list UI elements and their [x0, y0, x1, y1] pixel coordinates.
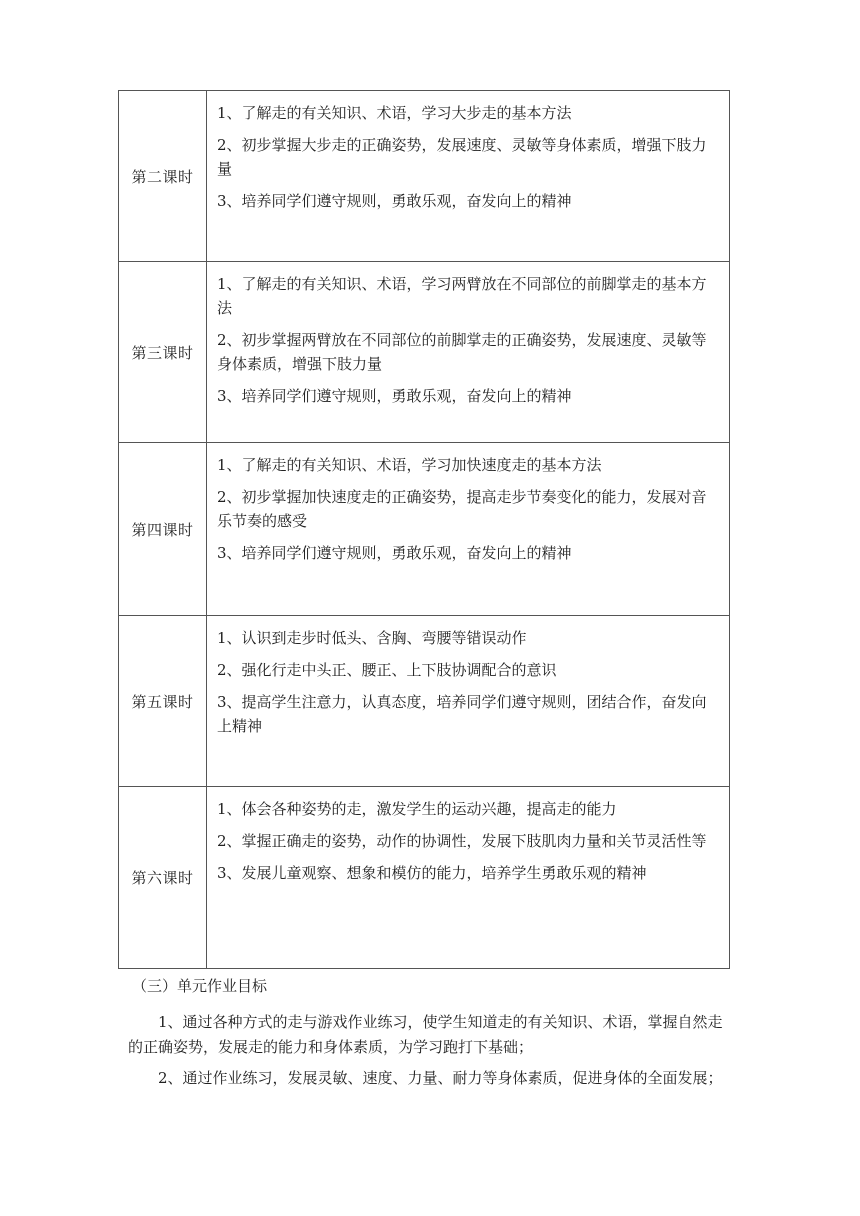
section-heading: （三）单元作业目标: [132, 977, 268, 995]
table-row: [119, 262, 730, 443]
goal-item: 1、体会各种姿势的走，激发学生的运动兴趣，提高走的能力: [217, 800, 617, 818]
table-row: [119, 787, 730, 969]
lesson-name-cell: 第三课时: [119, 262, 207, 443]
lesson-name-cell: 第二课时: [119, 91, 207, 262]
goal-item: 2、初步掌握两臂放在不同部位的前脚掌走的正确姿势，发展速度、灵敏等身体素质，增强下肢力量: [217, 331, 707, 373]
lesson-name-cell: 第五课时: [119, 616, 207, 787]
lesson-goals-cell: [207, 91, 730, 262]
lesson-goals-cell: [207, 262, 730, 443]
lesson-goals-cell: [207, 616, 730, 787]
goal-list: [207, 443, 729, 565]
goal-item: 3、培养同学们遵守规则，勇敢乐观，奋发向上的精神: [217, 192, 572, 210]
goal-list: [207, 616, 729, 738]
goal-item: 1、认识到走步时低头、含胸、弯腰等错误动作: [217, 629, 527, 647]
goal-item: 3、培养同学们遵守规则，勇敢乐观，奋发向上的精神: [217, 544, 572, 562]
goal-item: 2、强化行走中头正、腰正、上下肢协调配合的意识: [217, 661, 557, 679]
table-row: [119, 443, 730, 616]
goal-list: [207, 262, 729, 408]
table-row: [119, 91, 730, 262]
goal-item: 3、发展儿童观察、想象和模仿的能力，培养学生勇敢乐观的精神: [217, 864, 647, 882]
lesson-name-cell: 第四课时: [119, 443, 207, 616]
goal-item: 1、了解走的有关知识、术语，学习大步走的基本方法: [217, 104, 572, 122]
lesson-objectives-table: [118, 90, 730, 969]
goal-item: 2、初步掌握大步走的正确姿势，发展速度、灵敏等身体素质，增强下肢力量: [217, 136, 707, 178]
goal-item: 1、了解走的有关知识、术语，学习两臂放在不同部位的前脚掌走的基本方法: [217, 275, 707, 317]
goal-item: 1、了解走的有关知识、术语，学习加快速度走的基本方法: [217, 456, 602, 474]
lesson-goals-cell: [207, 443, 730, 616]
goal-item: 3、提高学生注意力，认真态度，培养同学们遵守规则，团结合作，奋发向上精神: [217, 693, 707, 735]
goal-item: 2、掌握正确走的姿势，动作的协调性，发展下肢肌肉力量和关节灵活性等: [217, 832, 707, 850]
goal-item: 3、培养同学们遵守规则，勇敢乐观，奋发向上的精神: [217, 387, 572, 405]
table-row: [119, 616, 730, 787]
lesson-name-cell: 第六课时: [119, 787, 207, 969]
goal-list: [207, 91, 729, 213]
lesson-goals-cell: [207, 787, 730, 969]
goal-item: 2、初步掌握加快速度走的正确姿势，提高走步节奏变化的能力，发展对音乐节奏的感受: [217, 488, 707, 530]
objective-paragraph: 1、通过各种方式的走与游戏作业练习，使学生知道走的有关知识、术语，掌握自然走的正确姿势，发展走的能力和身体素质，为学习跑打下基础；: [128, 1013, 723, 1056]
goal-list: [207, 787, 729, 885]
objective-paragraph: 2、通过作业练习，发展灵敏、速度、力量、耐力等身体素质，促进身体的全面发展；: [158, 1069, 723, 1087]
